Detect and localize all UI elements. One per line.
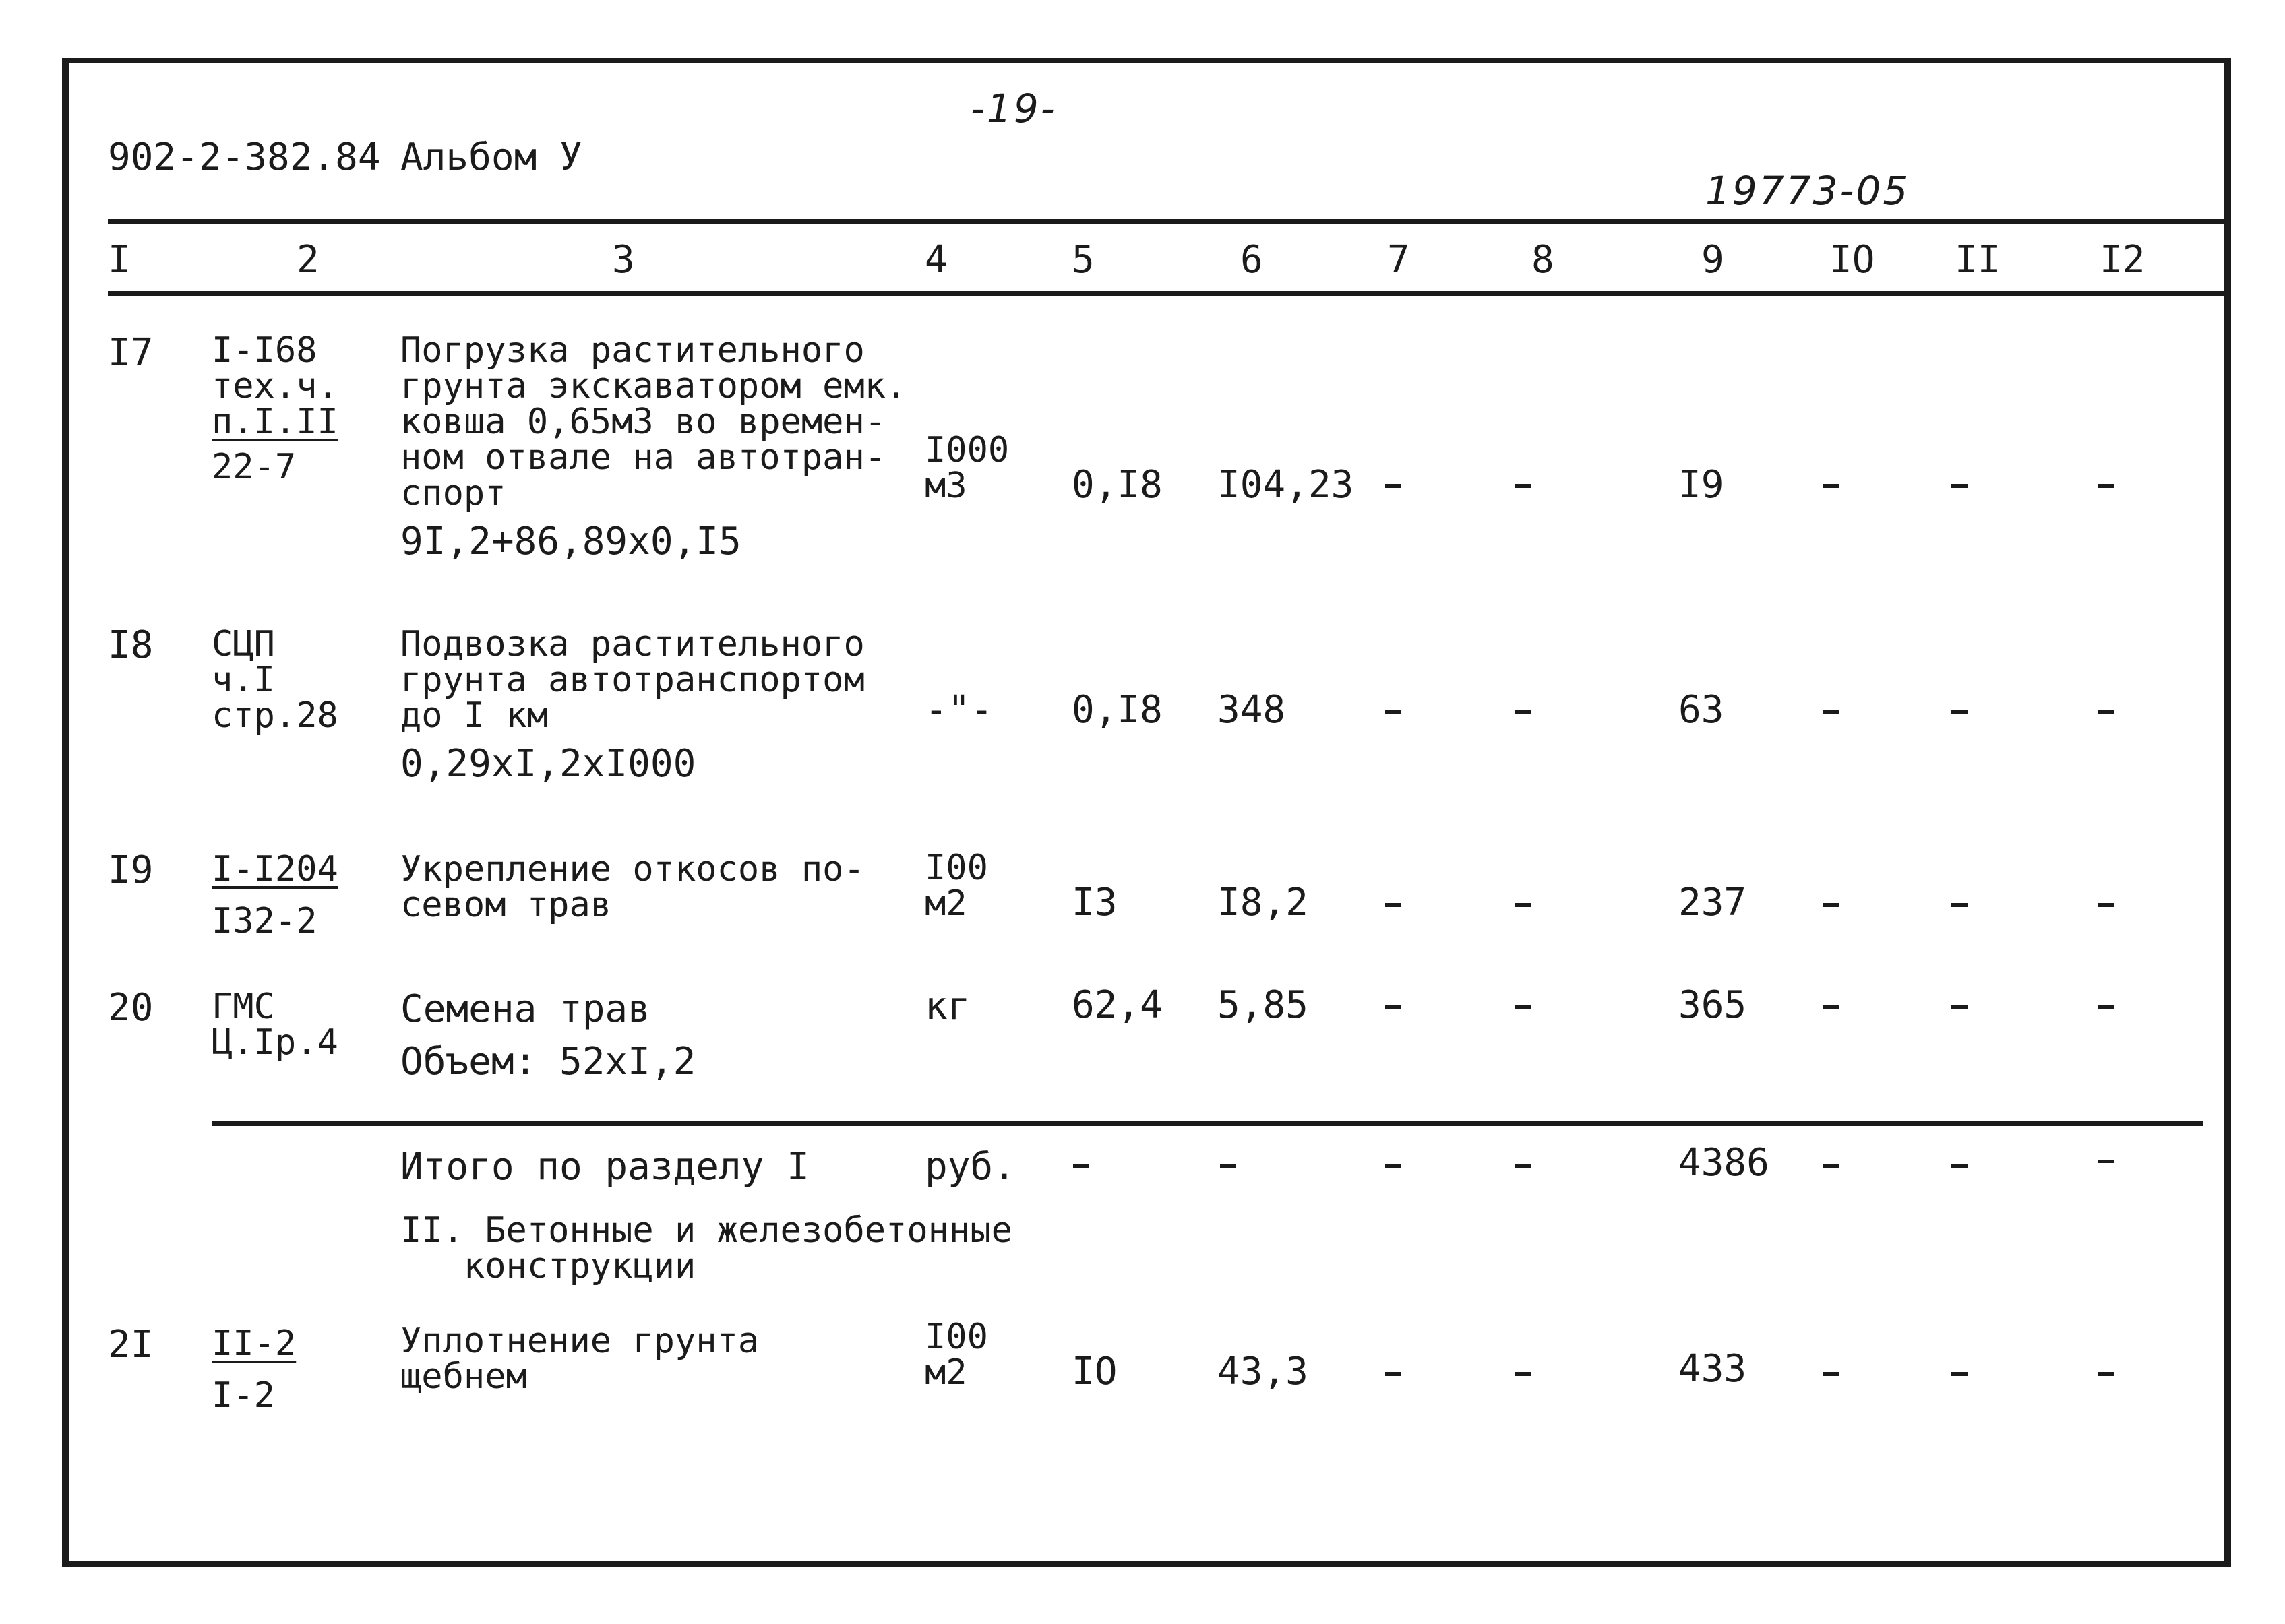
row-number: I7 xyxy=(108,331,154,375)
row-number: 20 xyxy=(108,986,154,1030)
empty-dash xyxy=(1951,1372,1968,1376)
quantity: IO xyxy=(1072,1350,1118,1394)
col-header-12: I2 xyxy=(2100,238,2145,282)
page-number: -19- xyxy=(971,86,1057,131)
empty-dash xyxy=(1823,903,1839,907)
unit: кг xyxy=(925,985,971,1028)
empty-dash xyxy=(2098,903,2114,907)
total-cost: 237 xyxy=(1678,881,1747,925)
empty-dash xyxy=(1220,1164,1236,1168)
col-header-7: 7 xyxy=(1387,238,1410,282)
col-header-8: 8 xyxy=(1531,238,1554,282)
quantity: 0,I8 xyxy=(1072,688,1163,732)
row-number: I8 xyxy=(108,623,154,667)
document-code: 902-2-382.84 xyxy=(108,135,381,179)
col-header-6: 6 xyxy=(1240,238,1263,282)
rate-code: I-I68 тех.ч. п.I.II 22-7 xyxy=(212,330,338,487)
item-description: Погрузка растительного грунта экскаватором емк. ковша 0,65м3 во времен- ном отвале на автотран- спорт xyxy=(400,330,907,513)
rate-code: СЦП ч.I стр.28 xyxy=(212,624,338,736)
sheet-code: 19773-05 xyxy=(1705,168,1910,214)
col-header-10: IO xyxy=(1829,238,1875,282)
empty-dash xyxy=(1823,484,1839,488)
quantity-formula: Объем: 52xI,2 xyxy=(400,1040,696,1084)
empty-dash xyxy=(1823,1372,1839,1376)
item-description: Семена трав xyxy=(400,987,650,1031)
total-cost: 365 xyxy=(1678,983,1747,1027)
empty-dash xyxy=(1385,903,1401,907)
unit-cost: 348 xyxy=(1217,688,1286,732)
col-header-3: 3 xyxy=(612,238,635,282)
row-number: 2I xyxy=(108,1323,154,1367)
quantity: 62,4 xyxy=(1072,983,1163,1027)
quantity-formula: 9I,2+86,89x0,I5 xyxy=(400,520,741,563)
unit: I000 м3 xyxy=(925,430,1010,506)
item-description: Уплотнение грунта щебнем xyxy=(400,1321,760,1397)
empty-dash xyxy=(1385,1164,1401,1168)
empty-dash xyxy=(1515,1005,1531,1009)
empty-dash xyxy=(1951,903,1968,907)
header-top-rule xyxy=(108,219,2227,224)
empty-dash xyxy=(1385,710,1401,714)
empty-dash xyxy=(1951,710,1968,714)
empty-dash xyxy=(1823,710,1839,714)
unit-cost: 43,3 xyxy=(1217,1350,1308,1394)
unit-cost: 5,85 xyxy=(1217,983,1308,1027)
empty-dash xyxy=(1515,1164,1531,1168)
empty-dash xyxy=(1951,1005,1968,1009)
empty-dash xyxy=(1823,1164,1839,1168)
quantity: I3 xyxy=(1072,881,1118,925)
empty-dash xyxy=(1073,1164,1089,1168)
section-total-value: 4386 xyxy=(1678,1141,1769,1185)
empty-dash xyxy=(2098,484,2114,488)
item-description: Подвозка растительного грунта автотранспортом до I км xyxy=(400,624,865,736)
empty-dash xyxy=(1385,1005,1401,1009)
item-description: Укрепление откосов по- севом трав xyxy=(400,849,865,925)
total-label: Итого по разделу I xyxy=(400,1145,810,1189)
rate-code: ГМС Ц.Iр.4 xyxy=(212,987,338,1063)
header-bottom-rule xyxy=(108,291,2227,296)
quantity-formula: 0,29xI,2xI000 xyxy=(400,742,696,786)
total-unit: руб. xyxy=(925,1145,1016,1189)
col-header-2: 2 xyxy=(297,238,319,282)
empty-dash xyxy=(1515,484,1531,488)
empty-dash xyxy=(2098,1005,2114,1009)
unit: I00 м2 xyxy=(925,848,988,924)
unit: -"- xyxy=(925,688,994,732)
empty-dash xyxy=(2098,1372,2114,1376)
empty-dash xyxy=(1515,1372,1531,1376)
col-header-9: 9 xyxy=(1701,238,1724,282)
section-heading: II. Бетонные и железобетонные конструкции xyxy=(400,1210,1012,1286)
empty-dash xyxy=(1515,710,1531,714)
unit-cost: I04,23 xyxy=(1217,463,1354,507)
total-cost: I9 xyxy=(1678,463,1724,507)
unit: I00 м2 xyxy=(925,1317,988,1393)
col-header-5: 5 xyxy=(1072,238,1095,282)
empty-dash xyxy=(1951,484,1968,488)
rate-code: II-2 I-2 xyxy=(212,1323,297,1416)
rate-code: I-I204 I32-2 xyxy=(212,849,338,941)
empty-dash xyxy=(1951,1164,1968,1168)
album-label: Альбом У xyxy=(400,135,582,179)
empty-dash xyxy=(1515,903,1531,907)
empty-dash xyxy=(1385,1372,1401,1376)
page-frame xyxy=(62,58,2231,1567)
empty-dash xyxy=(2098,710,2114,714)
total-cost: 63 xyxy=(1678,688,1724,732)
empty-dash xyxy=(2098,1160,2114,1163)
total-rule xyxy=(212,1121,2203,1126)
empty-dash xyxy=(1385,484,1401,488)
col-header-1: I xyxy=(108,238,131,282)
empty-dash xyxy=(1823,1005,1839,1009)
unit-cost: I8,2 xyxy=(1217,881,1308,925)
row-number: I9 xyxy=(108,848,154,892)
total-cost: 433 xyxy=(1678,1347,1747,1391)
col-header-11: II xyxy=(1955,238,2001,282)
col-header-4: 4 xyxy=(925,238,948,282)
quantity: 0,I8 xyxy=(1072,463,1163,507)
